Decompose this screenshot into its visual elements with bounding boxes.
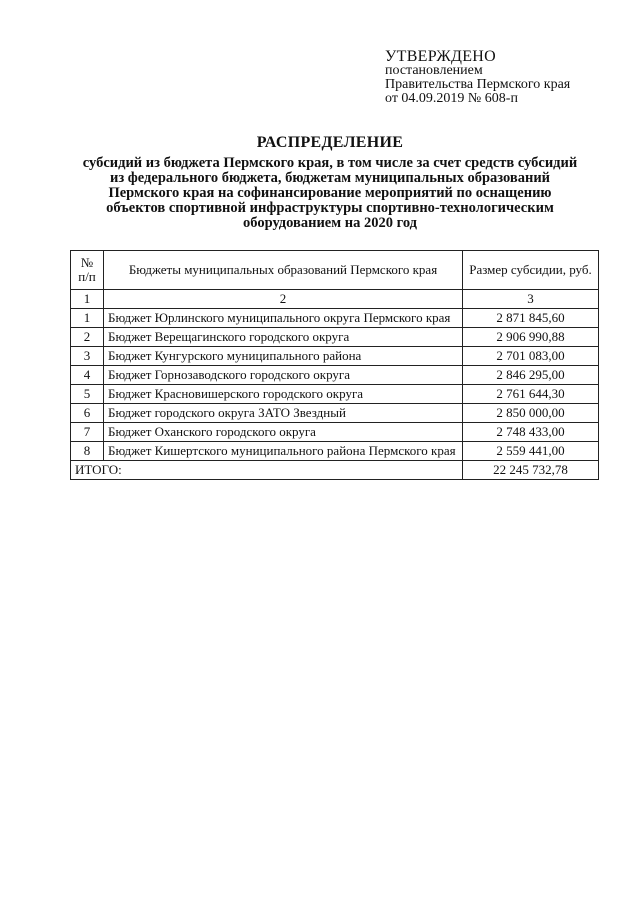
row-budget-name: Бюджет Оханского городского округа	[104, 423, 463, 442]
row-number: 3	[71, 347, 104, 366]
row-budget-name: Бюджет Горнозаводского городского округа	[104, 366, 463, 385]
row-budget-name: Бюджет городского округа ЗАТО Звездный	[104, 404, 463, 423]
table-row	[71, 328, 599, 347]
column-index: 1	[71, 290, 104, 309]
header-subsidy-amount: Размер субсидии, руб.	[463, 251, 599, 290]
approval-line-date: от 04.09.2019 № 608-п	[385, 91, 518, 106]
document-subtitle	[60, 156, 600, 231]
row-subsidy-amount: 2 871 845,60	[463, 309, 599, 328]
approval-stamp	[385, 50, 570, 106]
subtitle-line: Пермского края на софинансирование мероприятий по оснащению	[108, 185, 552, 201]
row-subsidy-amount: 2 846 295,00	[463, 366, 599, 385]
header-budget-name: Бюджеты муниципальных образований Пермского края	[104, 251, 463, 290]
document-title: РАСПРЕДЕЛЕНИЕ	[256, 134, 404, 151]
column-index-row	[71, 290, 599, 309]
approval-line-government: Правительства Пермского края	[385, 77, 571, 92]
total-amount: 22 245 732,78	[463, 461, 599, 480]
subtitle-line: оборудованием на 2020 год	[243, 215, 417, 231]
row-subsidy-amount: 2 906 990,88	[463, 328, 599, 347]
row-number: 6	[71, 404, 104, 423]
total-label: ИТОГО:	[71, 461, 463, 480]
row-number: 7	[71, 423, 104, 442]
subtitle-line: объектов спортивной инфраструктуры спортивно-технологическим	[106, 200, 554, 216]
row-number: 1	[71, 309, 104, 328]
header-number-sign: №	[80, 255, 94, 270]
row-subsidy-amount: 2 761 644,30	[463, 385, 599, 404]
row-number: 4	[71, 366, 104, 385]
table-row	[71, 404, 599, 423]
row-number: 5	[71, 385, 104, 404]
subtitle-line: из федерального бюджета, бюджетам муниципальных образований	[109, 170, 551, 186]
row-subsidy-amount: 2 748 433,00	[463, 423, 599, 442]
total-row	[71, 461, 599, 480]
row-number: 8	[71, 442, 104, 461]
row-subsidy-amount: 2 701 083,00	[463, 347, 599, 366]
subtitle-line: субсидий из бюджета Пермского края, в том числе за счет средств субсидий	[82, 155, 578, 171]
row-budget-name: Бюджет Верещагинского городского округа	[104, 328, 463, 347]
column-index: 3	[463, 290, 599, 309]
table-header-row	[71, 251, 599, 290]
table-row	[71, 385, 599, 404]
row-subsidy-amount: 2 850 000,00	[463, 404, 599, 423]
row-number: 2	[71, 328, 104, 347]
table-row	[71, 423, 599, 442]
row-subsidy-amount: 2 559 441,00	[463, 442, 599, 461]
approval-line-decree: постановлением	[385, 63, 483, 78]
row-budget-name: Бюджет Кунгурского муниципального района	[104, 347, 463, 366]
row-budget-name: Бюджет Кишертского муниципального района Пермского края	[104, 442, 463, 461]
header-number-abbr: п/п	[78, 269, 96, 284]
table-row	[71, 442, 599, 461]
row-budget-name: Бюджет Юрлинского муниципального округа Пермского края	[104, 309, 463, 328]
row-budget-name: Бюджет Красновишерского городского округа	[104, 385, 463, 404]
approval-heading: УТВЕРЖДЕНО	[385, 48, 497, 65]
table-row	[71, 309, 599, 328]
table-row	[71, 366, 599, 385]
distribution-table	[70, 250, 599, 480]
column-index: 2	[104, 290, 463, 309]
table-row	[71, 347, 599, 366]
header-number	[71, 251, 104, 290]
